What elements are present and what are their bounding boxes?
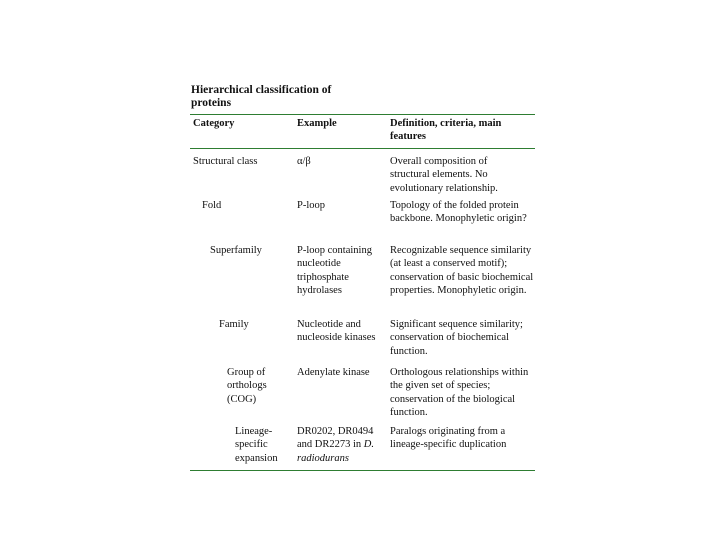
example-cell: P-loop containing nucleotide triphosphate hydrolases bbox=[297, 245, 372, 297]
example-cell: α/β bbox=[297, 156, 311, 167]
example-cell bbox=[297, 425, 387, 465]
example-cell: P-loop bbox=[297, 200, 326, 211]
definition-cell: Recognizable sequence similarity (at least a conserved motif); conservation of basic biochemical properties. Monophyletic origin. bbox=[390, 245, 534, 297]
definition-cell: Paralogs originating from a lineage-specific duplication bbox=[390, 426, 507, 451]
definition-cell: Overall composition of structural elements. No evolutionary relationship. bbox=[390, 156, 498, 194]
table-row bbox=[190, 316, 535, 366]
table-row bbox=[190, 244, 535, 316]
table-title: Hierarchical classification of proteins bbox=[191, 84, 332, 109]
table-row bbox=[190, 424, 535, 470]
header-example: Example bbox=[297, 118, 337, 129]
header-row bbox=[190, 115, 535, 148]
classification-table bbox=[190, 84, 535, 471]
category-cell: Structural class bbox=[193, 156, 258, 167]
category-cell: Fold bbox=[202, 200, 222, 211]
bottom-rule bbox=[190, 470, 535, 471]
table-row bbox=[190, 199, 535, 244]
category-cell: Family bbox=[219, 319, 249, 330]
header-category: Category bbox=[193, 118, 235, 129]
category-cell: Superfamily bbox=[210, 245, 262, 256]
header-definition: Definition, criteria, main features bbox=[390, 118, 502, 143]
example-text: DR0202, DR0494 and DR2273 in bbox=[297, 426, 374, 451]
example-cell: Adenylate kinase bbox=[297, 367, 370, 378]
example-cell: Nucleotide and nucleoside kinases bbox=[297, 319, 376, 344]
category-cell: Lineage-specific expansion bbox=[235, 426, 278, 464]
definition-cell: Orthologous relationships within the given set of species; conservation of the biological function. bbox=[390, 367, 529, 419]
definition-cell: Topology of the folded protein backbone. Monophyletic origin? bbox=[390, 200, 527, 225]
definition-cell: Significant sequence similarity; conservation of biochemical function. bbox=[390, 319, 523, 357]
table-row bbox=[190, 149, 535, 199]
table-row bbox=[190, 366, 535, 424]
category-cell: Group of orthologs (COG) bbox=[227, 367, 267, 405]
species-name: D. radiodurans bbox=[297, 439, 375, 464]
